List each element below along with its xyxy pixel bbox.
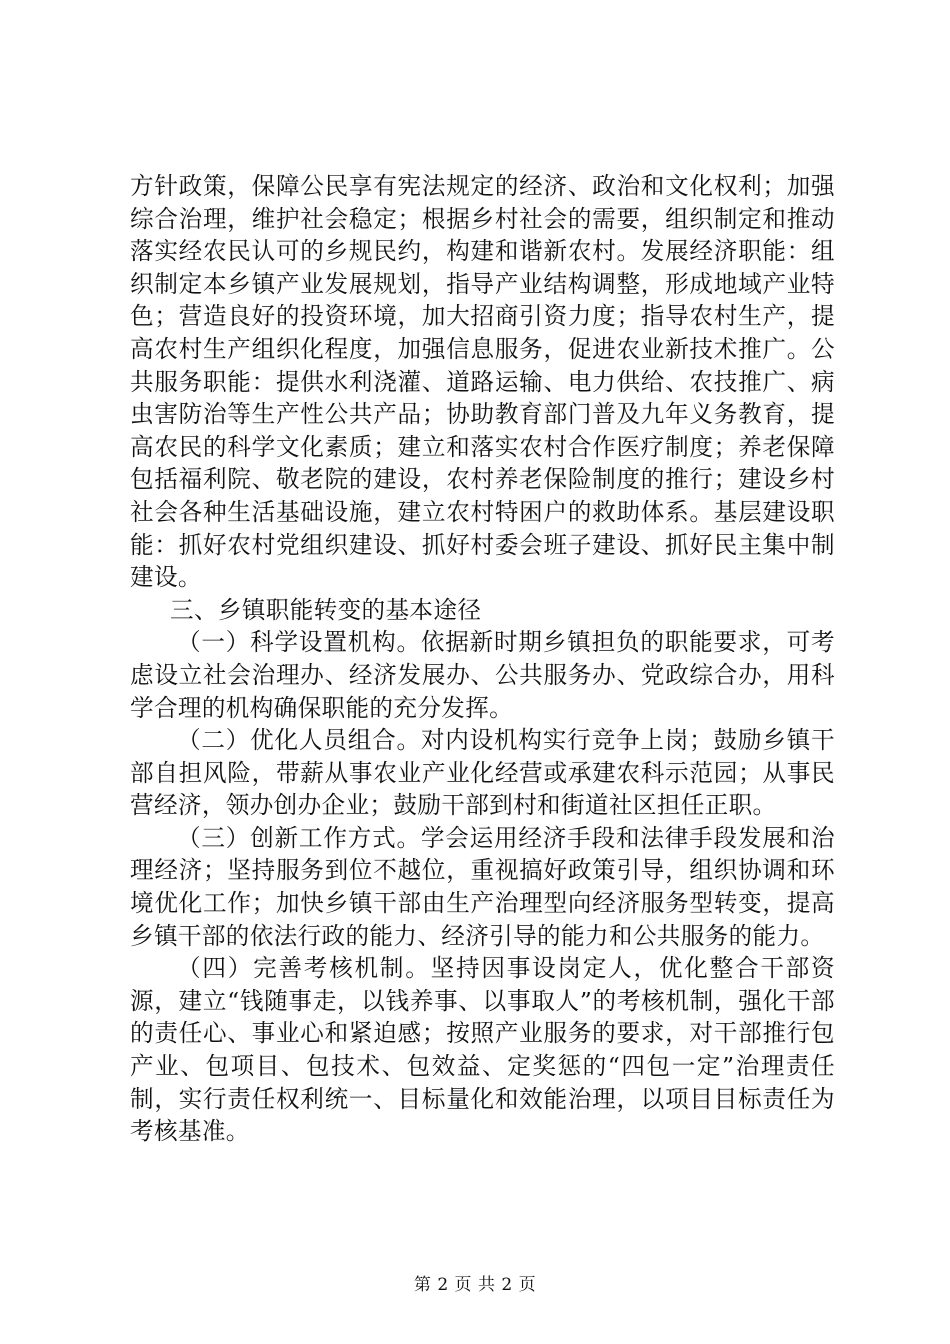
section-heading-3: 三、乡镇职能转变的基本途径 xyxy=(170,595,482,624)
paragraph-item-1: （一）科学设置机构。依据新时期乡镇担负的职能要求，可考虑设立社会治理办、经济发展办、公共服务办、党政综合办，用科学合理的机构确保职能的充分发挥。 xyxy=(130,628,835,722)
paragraph-item-4: （四）完善考核机制。坚持因事设岗定人，优化整合干部资源，建立“钱随事走，以钱养事、以事取人”的考核机制，强化干部的责任心、事业心和紧迫感；按照产业服务的要求，对干部推行包产业、包项目、包技术、包效益、定奖惩的“四包一定”治理责任制，实行责任权利统一、目标量化和效能治理，以项目目标责任为考核基准。 xyxy=(130,954,835,1146)
page-footer: 第 2 页 共 2 页 xyxy=(413,1275,537,1295)
paragraph-item-2: （二）优化人员组合。对内设机构实行竞争上岗；鼓励乡镇干部自担风险，带薪从事农业产业化经营或承建农科示范园；从事民营经济，领办创办企业；鼓励干部到村和街道社区担任正职。 xyxy=(130,726,835,820)
document-body xyxy=(130,170,835,1148)
paragraph-item-3: （三）创新工作方式。学会运用经济手段和法律手段发展和治理经济；坚持服务到位不越位，重视搞好政策引导，组织协调和环境优化工作；加快乡镇干部由生产治理型向经济服务型转变，提高乡镇干部的依法行政的能力、经济引导的能力和公共服务的能力。 xyxy=(130,823,835,950)
paragraph-functions-continued: 方针政策，保障公民享有宪法规定的经济、政治和文化权利；加强综合治理，维护社会稳定；根据乡村社会的需要，组织制定和推动落实经农民认可的乡规民约，构建和谐新农村。发展经济职能：组织制定本乡镇产业发展规划，指导产业结构调整，形成地域产业特色；营造良好的投资环境，加大招商引资力度；指导农村生产，提高农村生产组织化程度，加强信息服务，促进农业新技术推广。公共服务职能：提供水利浇灌、道路运输、电力供给、农技推广、病虫害防治等生产性公共产品；协助教育部门普及九年义务教育，提高农民的科学文化素质；建立和落实农村合作医疗制度；养老保障包括福利院、敬老院的建设，农村养老保险制度的推行；建设乡村社会各种生活基础设施，建立农村特困户的救助体系。基层建设职能：抓好农村党组织建设、抓好村委会班子建设、抓好民主集中制建设。 xyxy=(130,172,835,592)
